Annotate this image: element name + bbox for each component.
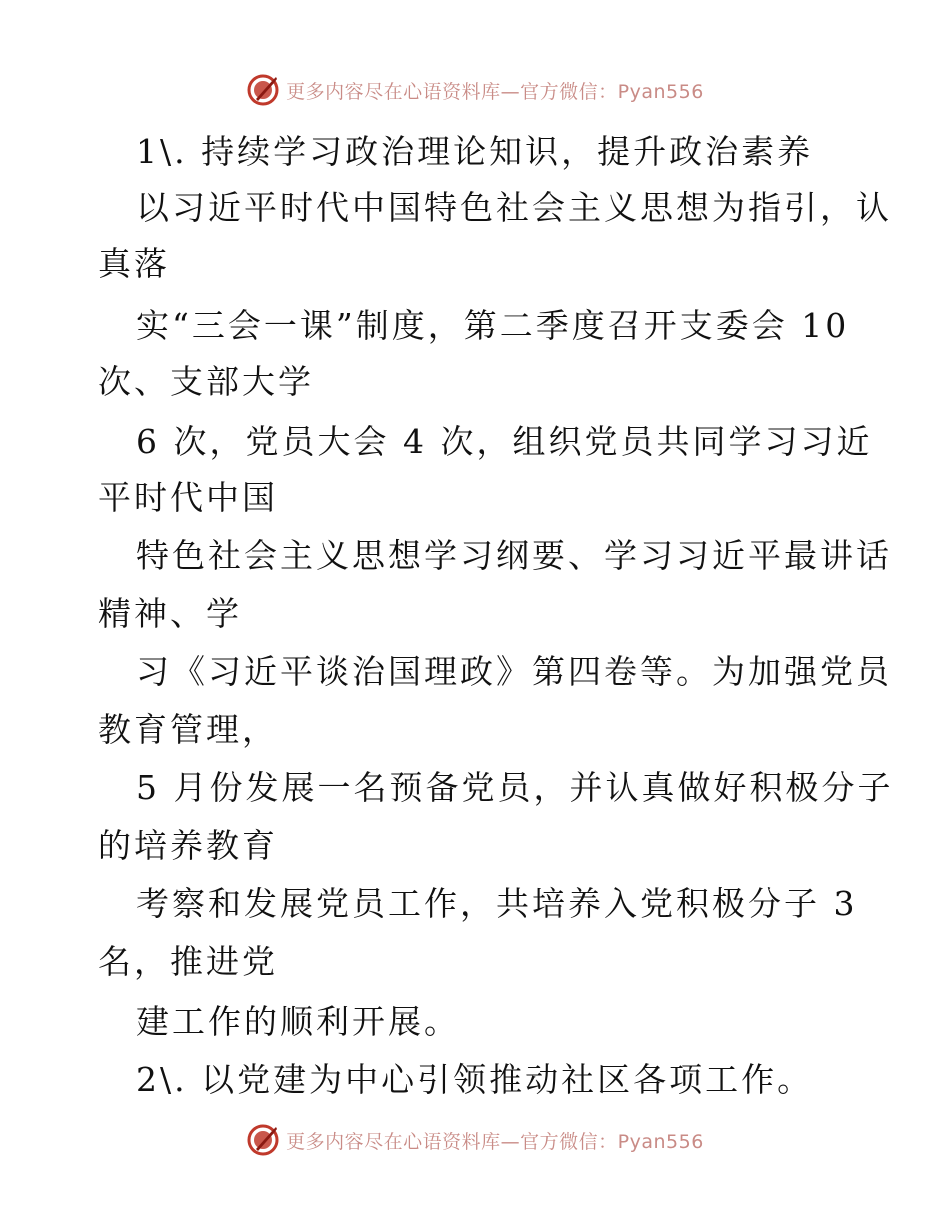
text-line: 次、支部大学 <box>98 362 314 401</box>
header-watermark-text <box>286 77 704 104</box>
header-watermark-banner <box>0 70 950 110</box>
text-line: 特色社会主义思想学习纲要、学习习近平最讲话 <box>136 536 892 575</box>
text-line: 5 月份发展一名预备党员，并认真做好积极分子 <box>136 768 894 807</box>
footer-watermark-banner <box>0 1120 950 1160</box>
text-line: 平时代中国 <box>98 478 278 517</box>
text-line: 以习近平时代中国特色社会主义思想为指引，认 <box>136 188 892 227</box>
text-line: 建工作的顺利开展。 <box>136 1002 460 1041</box>
footer-watermark-account: Pyan556 <box>617 1130 704 1153</box>
text-line: 精神、学 <box>98 594 242 633</box>
footer-watermark-text <box>286 1127 704 1154</box>
text-line: 考察和发展党员工作，共培养入党积极分子 3 <box>136 884 858 923</box>
text-line: 真落 <box>98 244 170 283</box>
text-line: 习《习近平谈治国理政》第四卷等。为加强党员 <box>136 652 892 691</box>
text-line: 实“三会一课”制度，第二季度召开支委会 10 <box>136 306 850 345</box>
text-line: 名，推进党 <box>98 942 278 981</box>
text-line: 教育管理， <box>98 710 278 749</box>
text-line: 1\. 持续学习政治理论知识，提升政治素养 <box>136 132 814 171</box>
text-line: 2\. 以党建为中心引领推动社区各项工作。 <box>136 1060 814 1099</box>
pen-logo-icon <box>246 1123 280 1157</box>
header-watermark-account: Pyan556 <box>617 80 704 103</box>
footer-watermark-label: 更多内容尽在心语资料库—官方微信： <box>286 1130 618 1153</box>
text-line: 6 次，党员大会 4 次，组织党员共同学习习近 <box>136 422 873 461</box>
header-watermark-label: 更多内容尽在心语资料库—官方微信： <box>286 80 618 103</box>
text-line: 的培养教育 <box>98 826 278 865</box>
pen-logo-icon <box>246 73 280 107</box>
